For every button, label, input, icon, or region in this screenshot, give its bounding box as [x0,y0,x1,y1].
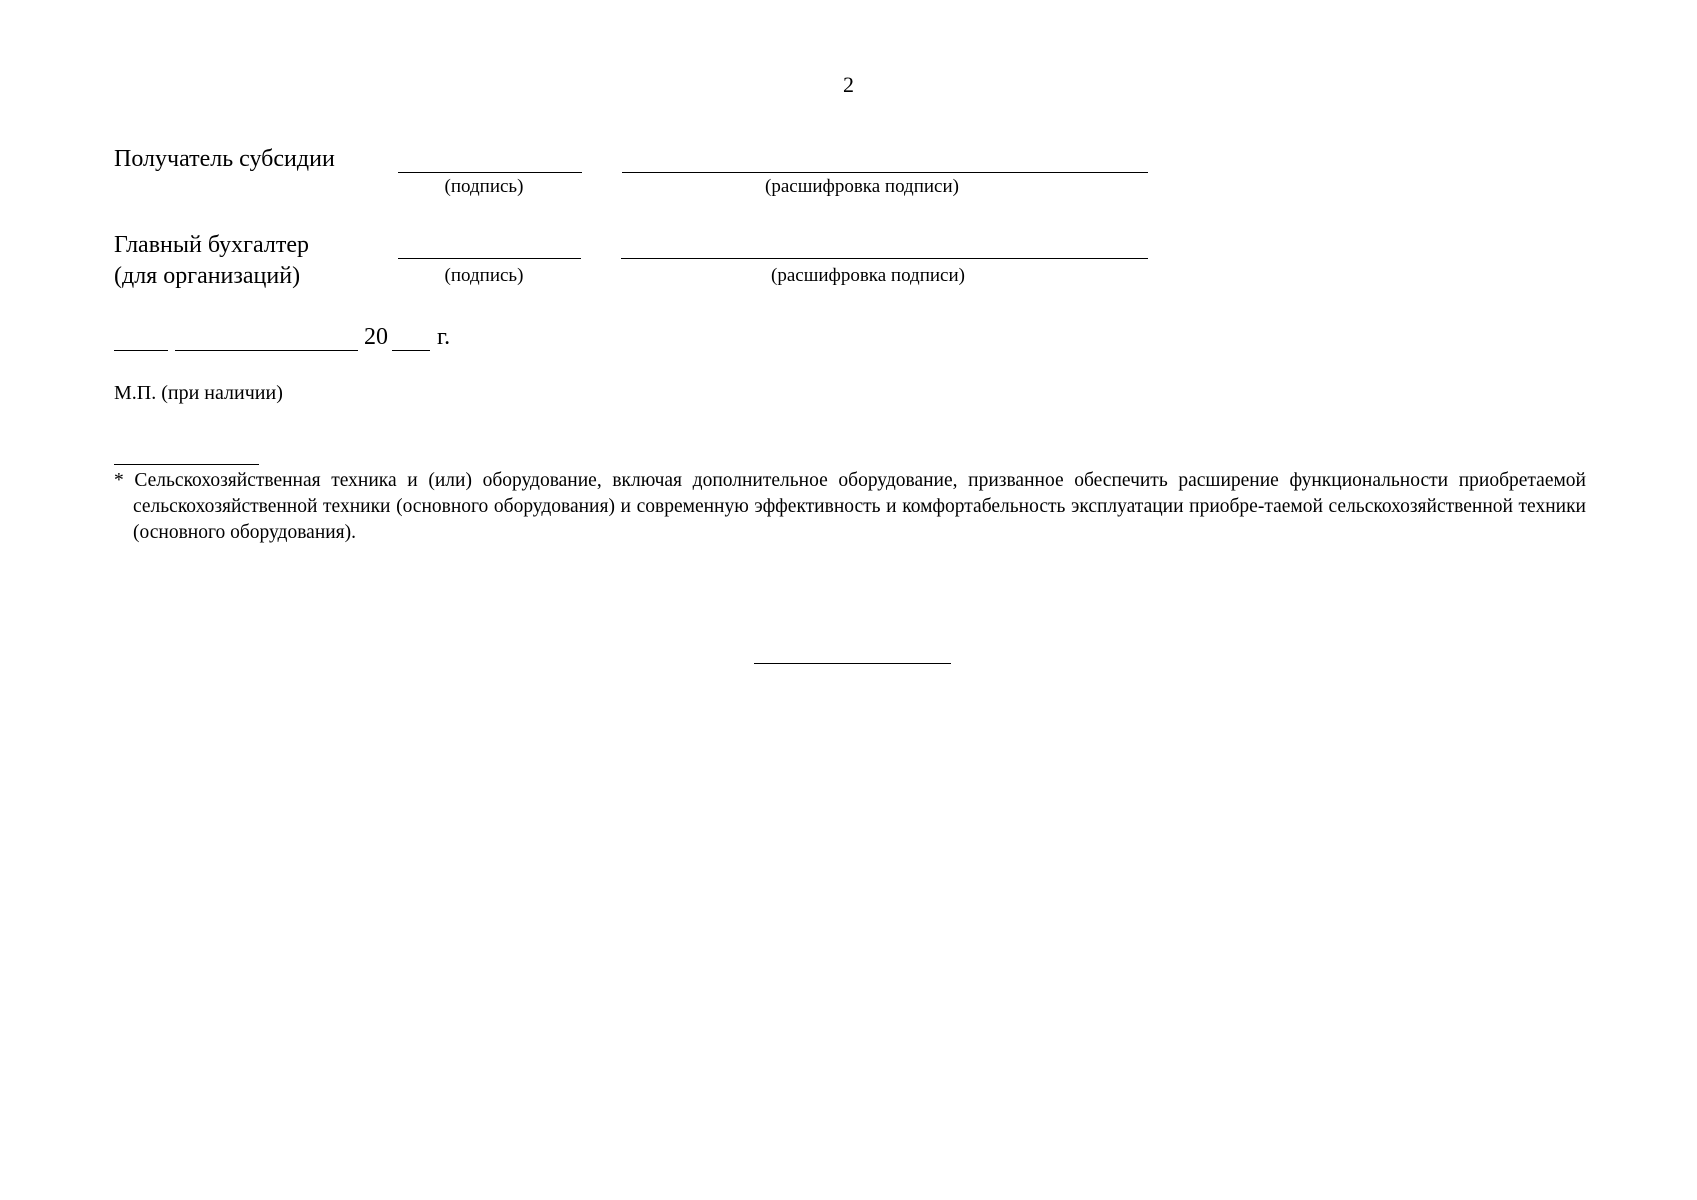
recipient-label: Получатель субсидии [114,146,335,172]
date-day-line[interactable] [114,350,168,351]
recipient-signature-caption: (подпись) [444,176,524,197]
stamp-label: М.П. (при наличии) [114,382,283,404]
accountant-signature-line[interactable] [398,258,581,259]
footnote-text: * Сельскохозяйственная техника и (или) оборудование, включая дополнительное оборудование, призванное обеспечить расширение функциональности приобретаемой сельскохозяйственной техники (основного оборудования) и современную эффективность и комфортабельность эксплуатации приобре-таемой сельскохозяйственной техники (основного оборудования). [114,470,1586,543]
recipient-decoding-line[interactable] [622,172,1148,173]
date-year-suffix: г. [437,324,451,350]
accountant-label-line1: Главный бухгалтер [114,232,309,258]
recipient-decoding-caption: (расшифровка подписи) [765,176,959,197]
accountant-signature-caption: (подпись) [444,265,524,286]
page-number: 2 [843,72,854,97]
recipient-signature-line[interactable] [398,172,582,173]
date-year-line[interactable] [392,350,430,351]
accountant-decoding-line[interactable] [621,258,1148,259]
date-month-line[interactable] [175,350,358,351]
document-end-line [754,663,951,664]
accountant-decoding-caption: (расшифровка подписи) [771,265,965,286]
accountant-label-line2: (для организаций) [114,263,301,289]
footnote-separator [114,464,259,465]
date-year-prefix: 20 [364,324,388,350]
